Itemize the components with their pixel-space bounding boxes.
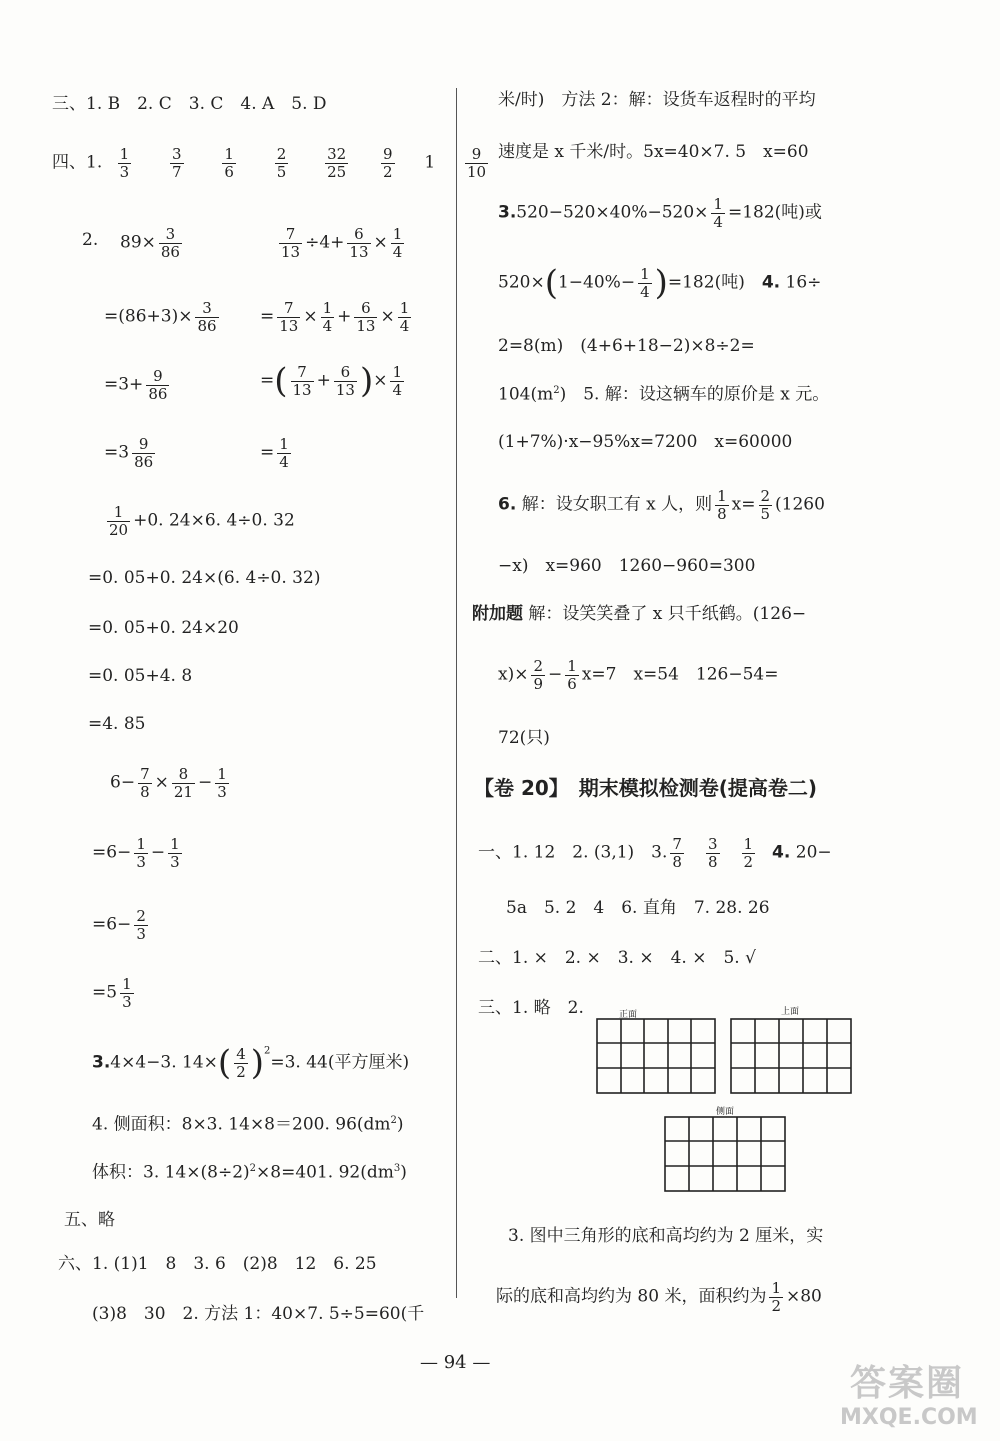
section-4-q1: 四、1. $\frac{1}{3}$ $\frac{3}{7}$ $\frac{1}{6}$ $\frac{2}{5}$ $\frac{32}{25}$ $\frac{9}{2}$ 1 $\frac{9}{10}$ bbox=[52, 145, 487, 181]
calc-b-line-4: = $\frac{1}{4}$ bbox=[260, 435, 289, 471]
section-4-label: 四、1. bbox=[52, 152, 103, 173]
part-1-line-1: 一、1. 12 2. (3,1) 3. $\frac{7}{8}$ $\frac{3}{8}$ $\frac{1}{2}$ 4. 20− bbox=[478, 835, 832, 871]
section-6-line-1: 六、1. (1)1 8 3. 6 (2)8 12 6. 25 bbox=[58, 1254, 377, 1274]
calc-d-line-3: =6− $\frac{2}{3}$ bbox=[92, 907, 146, 943]
calc-d-line-1: 6− $\frac{7}{8}$ × $\frac{8}{21}$ − $\frac{1}{3}$ bbox=[110, 765, 227, 801]
side-view-grid bbox=[664, 1116, 786, 1192]
calc-a-line-1: 89× $\frac{3}{86}$ bbox=[120, 225, 180, 261]
front-view-label: 正面 bbox=[618, 1010, 637, 1020]
column-divider bbox=[456, 88, 457, 1298]
r-q5-equation: (1+7%)·x−95%x=7200 x=60000 bbox=[498, 432, 793, 452]
top-view-grid bbox=[730, 1018, 852, 1094]
page-number: — 94 — bbox=[420, 1352, 491, 1373]
front-view-grid bbox=[596, 1018, 716, 1094]
calc-c-line-1: $\frac{1}{20}$ +0. 24×6. 4÷0. 32 bbox=[109, 503, 295, 539]
calc-c-line-4: =0. 05+4. 8 bbox=[88, 666, 193, 686]
side-view-label: 侧面 bbox=[715, 1107, 734, 1117]
r-line-1: 米/时) 方法 2：解：设货车返程时的平均 bbox=[498, 90, 816, 110]
r-q5-line: $104(m^2)$ 5. 解：设这辆车的原价是 x 元。 bbox=[498, 384, 830, 405]
calc-c-line-5: =4. 85 bbox=[88, 714, 146, 734]
calc-a-line-2: =(86+3)× $\frac{3}{86}$ bbox=[104, 299, 217, 335]
r-q3-line-2: 520×(1−40%− $\frac{1}{4}$ )=182(吨) 4. 16÷ bbox=[498, 263, 822, 303]
calc-d-line-4: =5 $\frac{1}{3}$ bbox=[92, 975, 132, 1011]
bonus-line-3: 72(只) bbox=[498, 728, 550, 748]
part-1-line-2: 5a 5. 2 4 6. 直角 7. 28. 26 bbox=[506, 898, 770, 918]
section-5: 五、略 bbox=[64, 1210, 115, 1230]
watermark-logo: 答案圈 MXQE.COM bbox=[840, 1363, 978, 1430]
calc-b-line-1: $\frac{7}{13}$ ÷4+ $\frac{6}{13}$ × $\frac{1}{4}$ bbox=[281, 225, 403, 261]
r-line-2: 速度是 x 千米/时。5x=40×7. 5 x=60 bbox=[498, 142, 809, 162]
q4-volume: 体积：3. $14\times(8\div 2)^2\times 8=401$. $92(dm^3)$ bbox=[92, 1162, 407, 1183]
calc-d-line-2: =6− $\frac{1}{3}$ − $\frac{1}{3}$ bbox=[92, 835, 180, 871]
q4-lateral-area: 4. 侧面积：8×3. 14×8＝200. $96(dm^2)$ bbox=[92, 1114, 404, 1135]
bonus-line-2: x)× $\frac{2}{9}$ − $\frac{1}{6}$ x=7 x=54 126−54= bbox=[498, 657, 779, 693]
calc-c-line-3: =0. 05+0. 24×20 bbox=[88, 618, 239, 638]
calc-a-line-4: =3 $\frac{9}{86}$ bbox=[104, 435, 154, 471]
exam-title: 【卷 20】 期末模拟检测卷(提高卷二) bbox=[474, 776, 818, 800]
r-q6-line-1: 6. 解：设女职工有 x 人，则 $\frac{1}{8}$ x= $\frac{2}{5}$ (1260 bbox=[498, 487, 825, 523]
section-3-answers: 三、1. B 2. C 3. C 4. A 5. D bbox=[52, 94, 327, 114]
r-q4-line: 2=8(m) (4+6+18−2)×8÷2= bbox=[498, 336, 755, 356]
calc-b-line-3: =( $\frac{7}{13}$ + $\frac{6}{13}$ )× $\frac{1}{4}$ bbox=[260, 361, 403, 401]
part-3-q3-line-2: 际的底和高均约为 80 米，面积约为 $\frac{1}{2}$ ×80 bbox=[496, 1279, 822, 1315]
bonus-line-1: 附加题 解：设笑笑叠了 x 只千纸鹤。(126− bbox=[472, 604, 807, 624]
section-6-line-2: (3)8 30 2. 方法 1：40×7. 5÷5=60(千 bbox=[92, 1304, 425, 1324]
calc-a-line-3: =3+ $\frac{9}{86}$ bbox=[104, 367, 168, 403]
part-3-q3-line-1: 3. 图中三角形的底和高均约为 2 厘米，实 bbox=[508, 1226, 824, 1246]
calc-c-line-2: =0. 05+0. 24×(6. 4÷0. 32) bbox=[88, 568, 321, 588]
calc-b-line-2: = $\frac{7}{13}$ × $\frac{1}{4}$ + $\frac{6}{13}$ × $\frac{1}{4}$ bbox=[260, 299, 410, 335]
r-q3-line-1: 3.520−520×40%−520× $\frac{1}{4}$ =182(吨)或 bbox=[498, 195, 822, 231]
q3-answer: 3.4×4−3. 14×( $\frac{4}{2}$ )$^2$=3. 44(平方厘米) bbox=[92, 1043, 410, 1083]
q2-label: 2. bbox=[82, 230, 99, 250]
r-q6-line-2: −x) x=960 1260−960=300 bbox=[498, 556, 756, 576]
part-3-line: 三、1. 略 2. bbox=[478, 998, 584, 1018]
top-view-label: 上面 bbox=[780, 1007, 799, 1017]
part-2-line: 二、1. × 2. × 3. × 4. × 5. √ bbox=[478, 948, 756, 968]
